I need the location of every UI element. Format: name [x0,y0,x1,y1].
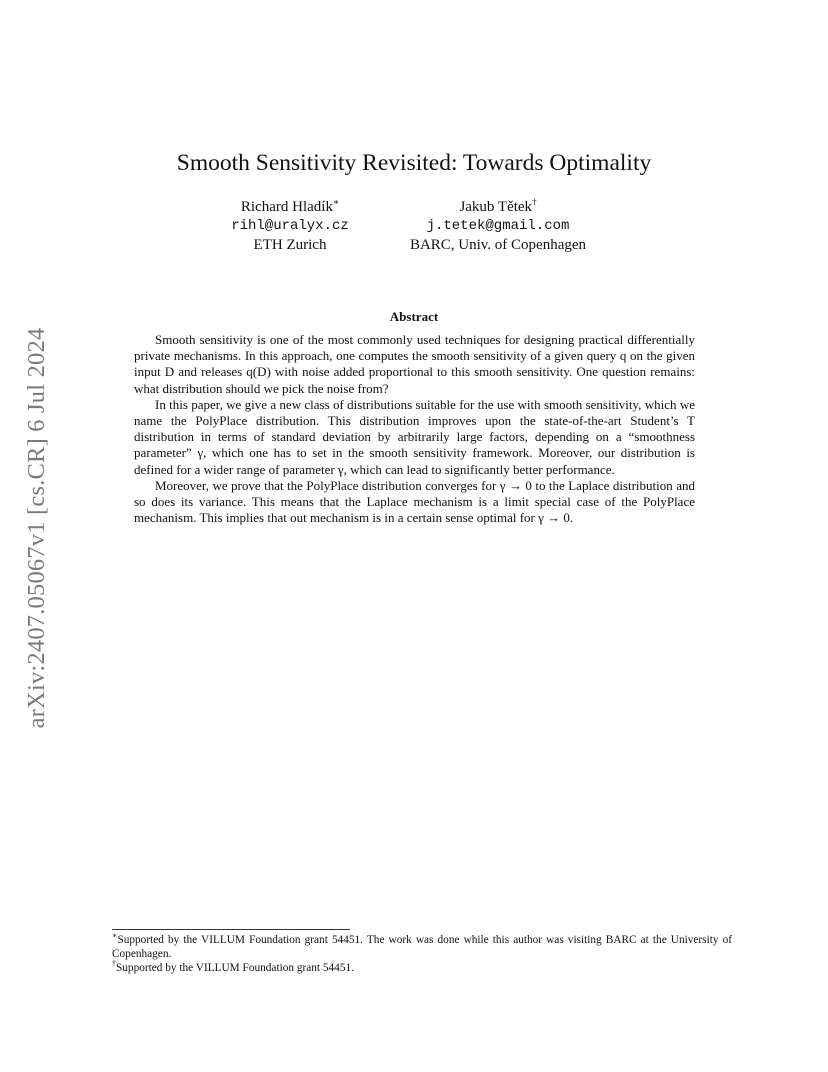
author-name: Richard Hladík [240,199,333,215]
footnote [112,961,732,975]
author-block-1 [205,198,375,255]
footnote-mark: † [112,959,116,969]
author-name: Jakub Tětek [459,199,533,215]
abstract-heading: Abstract [389,309,439,324]
arxiv-identifier: arXiv:2407.05067v1 [cs.CR] 6 Jul 2024 [23,327,50,729]
footnote-text: Supported by the VILLUM Foundation grant 54451. The work was done while this author was visiting BARC at the University of Copenhagen. [112,934,732,961]
author-footnote-mark: ∗ [332,197,340,207]
abstract-body [134,332,695,526]
author-footnote-mark: † [532,197,537,207]
author-block-2 [380,198,616,255]
footnote [112,933,732,961]
paper-title: Smooth Sensitivity Revisited: Towards Optimality [176,150,652,176]
footnote-mark: ∗ [112,931,118,941]
author-affiliation: ETH Zurich [253,237,327,253]
footnotes [112,933,732,976]
abstract-paragraph: Smooth sensitivity is one of the most commonly used techniques for designing practical differentially private mechanisms. In this approach, one computes the smooth sensitivity of a given query q on the given input D and releases q(D) with noise added proportional to this smooth sensitivity. One question remains: what distribution should we pick the noise from? [134,332,695,396]
author-affiliation: BARC, Univ. of Copenhagen [409,237,587,253]
footnote-rule [112,929,350,930]
author-email: j.tetek@gmail.com [426,218,570,234]
abstract-paragraph: In this paper, we give a new class of distributions suitable for the use with smooth sensitivity, which we name the PolyPlace distribution. This distribution improves upon the state-of-the-art Student’s T distribution in terms of standard deviation by arbitrarily large factors, depending on a “smoothness parameter” γ, which one has to set in the smooth sensitivity framework. Moreover, our distribution is defined for a wider range of parameter γ, which can lead to significantly better performance. [134,396,695,477]
abstract-paragraph: Moreover, we prove that the PolyPlace distribution converges for γ → 0 to the Laplace distribution and so does its variance. This means that the Laplace mechanism is a limit special case of the PolyPlace mechanism. This implies that out mechanism is in a certain sense optimal for γ → 0. [134,477,695,526]
footnote-text: Supported by the VILLUM Foundation grant 54451. [116,962,354,975]
author-email: rihl@uralyx.cz [231,218,349,234]
